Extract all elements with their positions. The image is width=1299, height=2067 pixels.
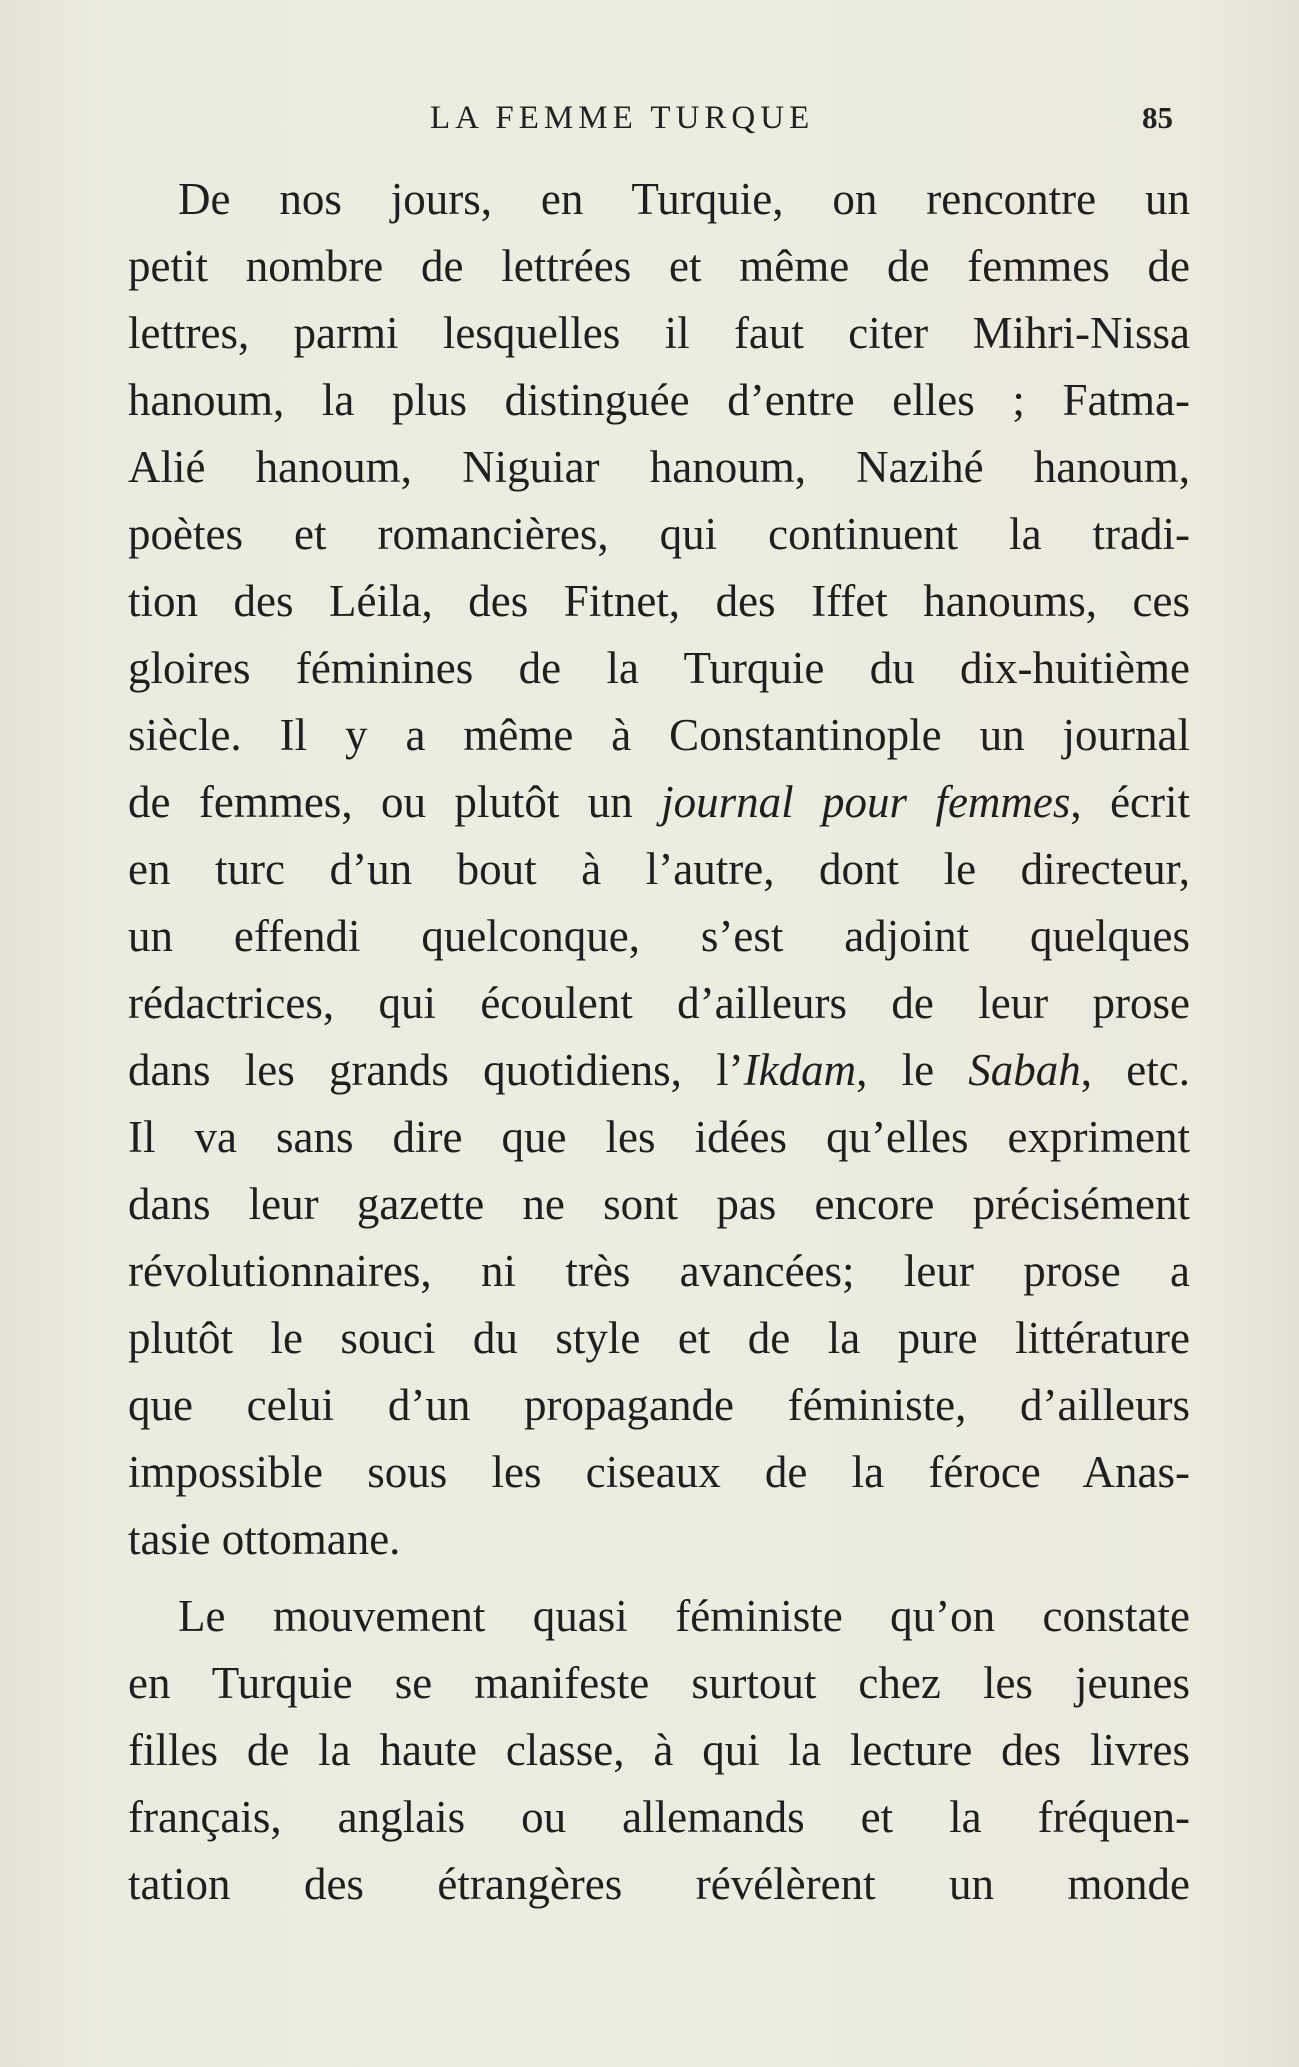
text-segment: , etc. xyxy=(1080,1045,1190,1095)
text-line: Il va sans dire que les idées qu’elles expriment xyxy=(128,1112,1190,1162)
text-line: De nos jours, en Turquie, on rencontre un xyxy=(178,174,1190,224)
text-segment: , le xyxy=(856,1045,969,1095)
text-line: en turc d’un bout à l’autre, dont le directeur, xyxy=(128,844,1190,894)
text-line: tion des Léila, des Fitnet, des Iffet hanoums, ces xyxy=(128,576,1190,626)
text-line: rédactrices, qui écoulent d’ailleurs de leur prose xyxy=(128,978,1190,1028)
text-line xyxy=(128,769,1190,836)
text-line: poètes et romancières, qui continuent la tradi- xyxy=(128,509,1190,559)
text-line: lettres, parmi lesquelles il faut citer Mihri-Nissa xyxy=(128,308,1190,358)
text-line: que celui d’un propagande féministe, d’ailleurs xyxy=(128,1380,1190,1430)
body-text xyxy=(128,166,1190,1918)
italic-title-sabah: Sabah xyxy=(968,1045,1081,1095)
text-line: un effendi quelconque, s’est adjoint quelques xyxy=(128,911,1190,961)
text-line: tation des étrangères révélèrent un monde xyxy=(128,1859,1190,1909)
italic-title-ikdam: Ikdam xyxy=(743,1045,857,1095)
text-segment: dans les grands quotidiens, l’ xyxy=(128,1045,744,1095)
text-line: en Turquie se manifeste surtout chez les jeunes xyxy=(128,1658,1190,1708)
page-number: 85 xyxy=(1142,100,1173,135)
text-line: hanoum, la plus distinguée d’entre elles ; Fatma- xyxy=(128,375,1190,425)
text-line: petit nombre de lettrées et même de femmes de xyxy=(128,241,1190,291)
text-line: révolutionnaires, ni très avancées; leur prose a xyxy=(128,1246,1190,1296)
italic-title-journal-pour-femmes: journal pour femmes xyxy=(661,777,1071,827)
text-line: impossible sous les ciseaux de la féroce Anas- xyxy=(128,1447,1190,1497)
text-line: dans leur gazette ne sont pas encore précisément xyxy=(128,1179,1190,1229)
text-line: Le mouvement quasi féministe qu’on constate xyxy=(178,1591,1190,1641)
paragraph-1 xyxy=(128,166,1190,1573)
text-line xyxy=(128,1037,1190,1104)
text-line: filles de la haute classe, à qui la lecture des livres xyxy=(128,1725,1190,1775)
paragraph-gap xyxy=(128,1573,1190,1583)
text-segment: , écrit xyxy=(1070,777,1190,827)
text-line: français, anglais ou allemands et la fréquen- xyxy=(128,1792,1190,1842)
text-line: gloires féminines de la Turquie du dix-huitième xyxy=(128,643,1190,693)
text-segment: de femmes, ou plutôt un xyxy=(128,777,662,827)
paragraph-2 xyxy=(128,1583,1190,1918)
text-line: siècle. Il y a même à Constantinople un journal xyxy=(128,710,1190,760)
text-line: Alié hanoum, Niguiar hanoum, Nazihé hanoum, xyxy=(128,442,1190,492)
running-head xyxy=(0,96,1299,140)
running-title: LA FEMME TURQUE xyxy=(430,100,815,136)
text-line: tasie ottomane. xyxy=(128,1514,401,1564)
text-line: plutôt le souci du style et de la pure littérature xyxy=(128,1313,1190,1363)
